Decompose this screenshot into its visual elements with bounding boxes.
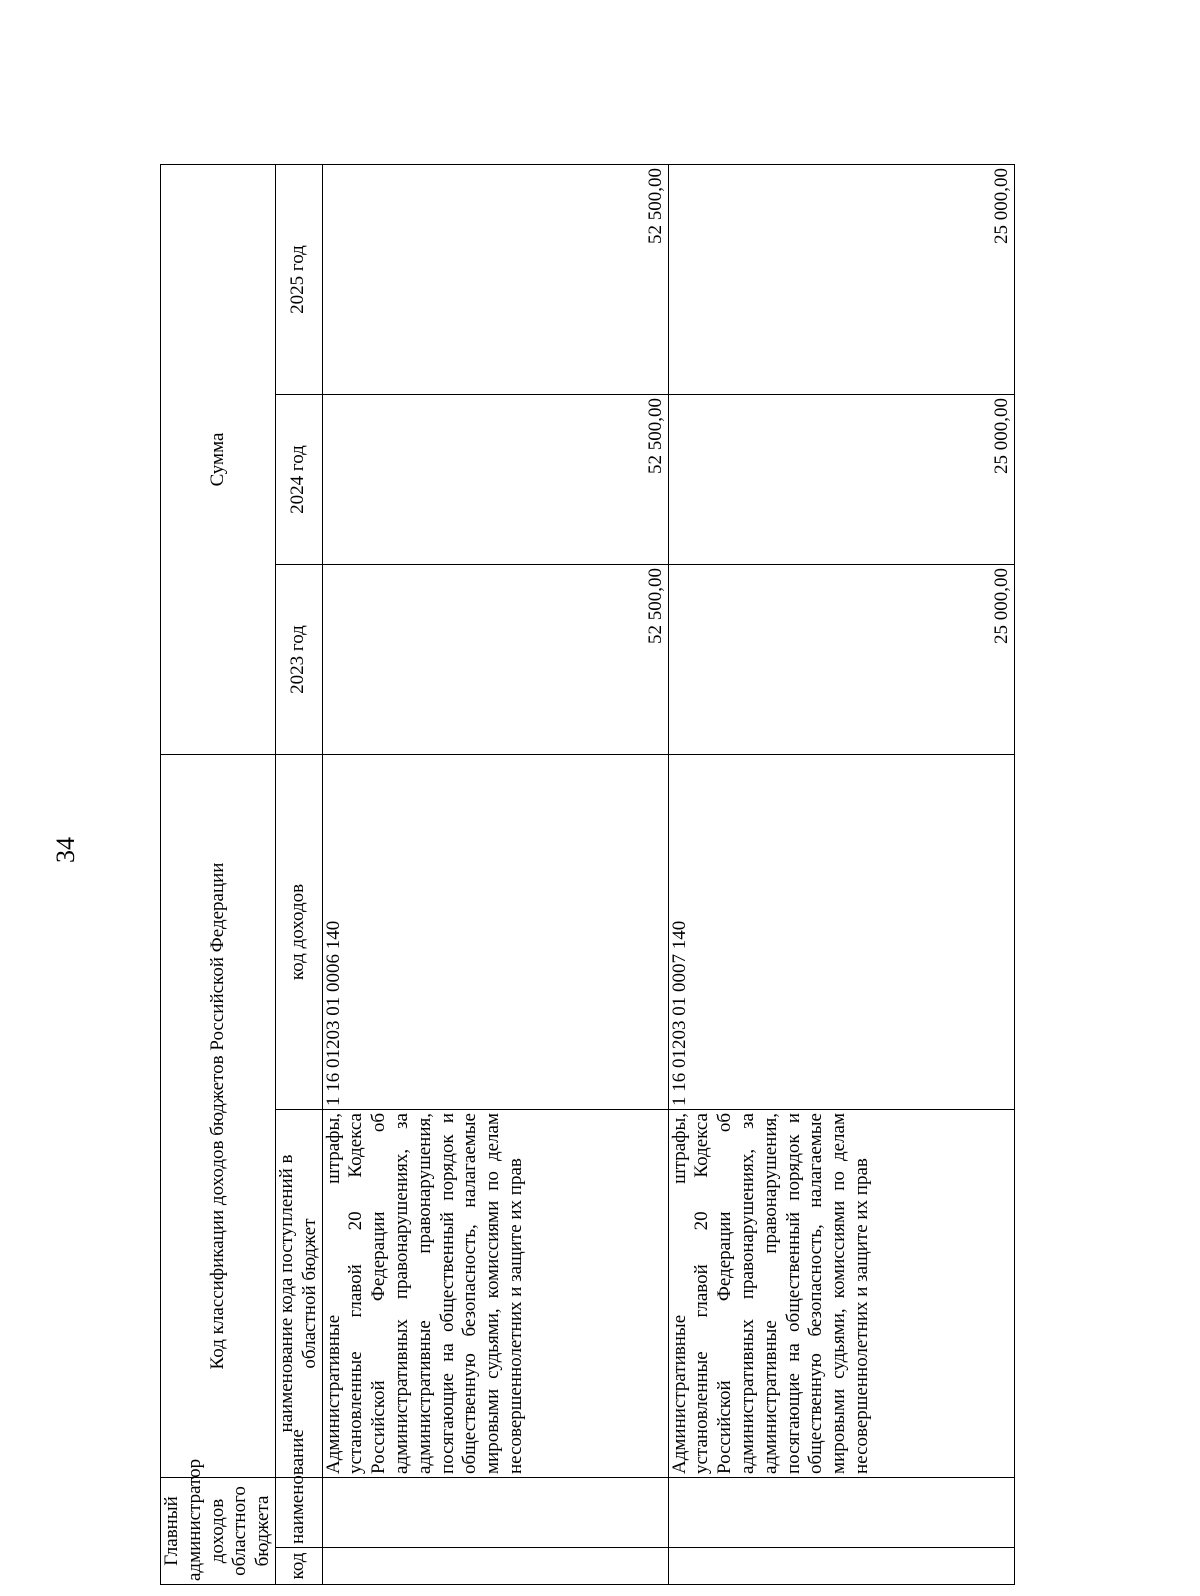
classification-group-header: Код классификации доходов бюджетов Российской Федерации <box>161 755 276 1478</box>
year-2023-header: 2023 год <box>275 565 322 755</box>
row-income-code-cell: 1 16 01203 01 0007 140 <box>668 755 1014 1110</box>
budget-table <box>160 164 1015 1585</box>
row-code-cell <box>322 1548 668 1585</box>
page-number: 34 <box>51 837 80 863</box>
table-row <box>668 164 1014 1584</box>
row-amount-2024: 52 500,00 <box>322 395 668 565</box>
row-admin-name-cell <box>322 1478 668 1548</box>
row-amount-2024: 25 000,00 <box>668 395 1014 565</box>
row-amount-2023: 25 000,00 <box>668 565 1014 755</box>
header-row-1 <box>161 164 276 1584</box>
year-2024-header: 2024 год <box>275 395 322 565</box>
row-amount-2025: 52 500,00 <box>322 164 668 394</box>
year-2025-header: 2025 год <box>275 164 322 394</box>
row-income-name-cell: Административные штрафы, установленные главой 20 Кодекса Российской Федерации об административных правонарушениях, за административные правонарушения, посягающие на общественный порядок и общественную безопасность, налагаемые мировыми судьями, комиссиями по делам несовершеннолетних и защите их прав <box>322 1110 668 1478</box>
code-column-header: код <box>275 1548 322 1585</box>
income-name-column-header: наименование кода поступлений в областной бюджет <box>275 1110 322 1478</box>
sum-group-header: Сумма <box>161 164 276 754</box>
admin-name-column-header: наименование <box>275 1478 322 1548</box>
row-amount-2023: 52 500,00 <box>322 565 668 755</box>
row-income-code-cell: 1 16 01203 01 0006 140 <box>322 755 668 1110</box>
row-amount-2025: 25 000,00 <box>668 164 1014 394</box>
row-code-cell <box>668 1548 1014 1585</box>
row-income-name-cell: Административные штрафы, установленные главой 20 Кодекса Российской Федерации об административных правонарушениях, за административные правонарушения, посягающие на общественный порядок и общественную безопасность, налагаемые мировыми судьями, комиссиями по делам несовершеннолетних и защите их прав <box>668 1110 1014 1478</box>
row-admin-name-cell <box>668 1478 1014 1548</box>
income-code-column-header: код доходов <box>275 755 322 1110</box>
admin-group-header: Главный администратор доходов областного бюджета <box>161 1478 276 1585</box>
table-row <box>322 164 668 1584</box>
rotated-table-container <box>160 165 1012 1585</box>
